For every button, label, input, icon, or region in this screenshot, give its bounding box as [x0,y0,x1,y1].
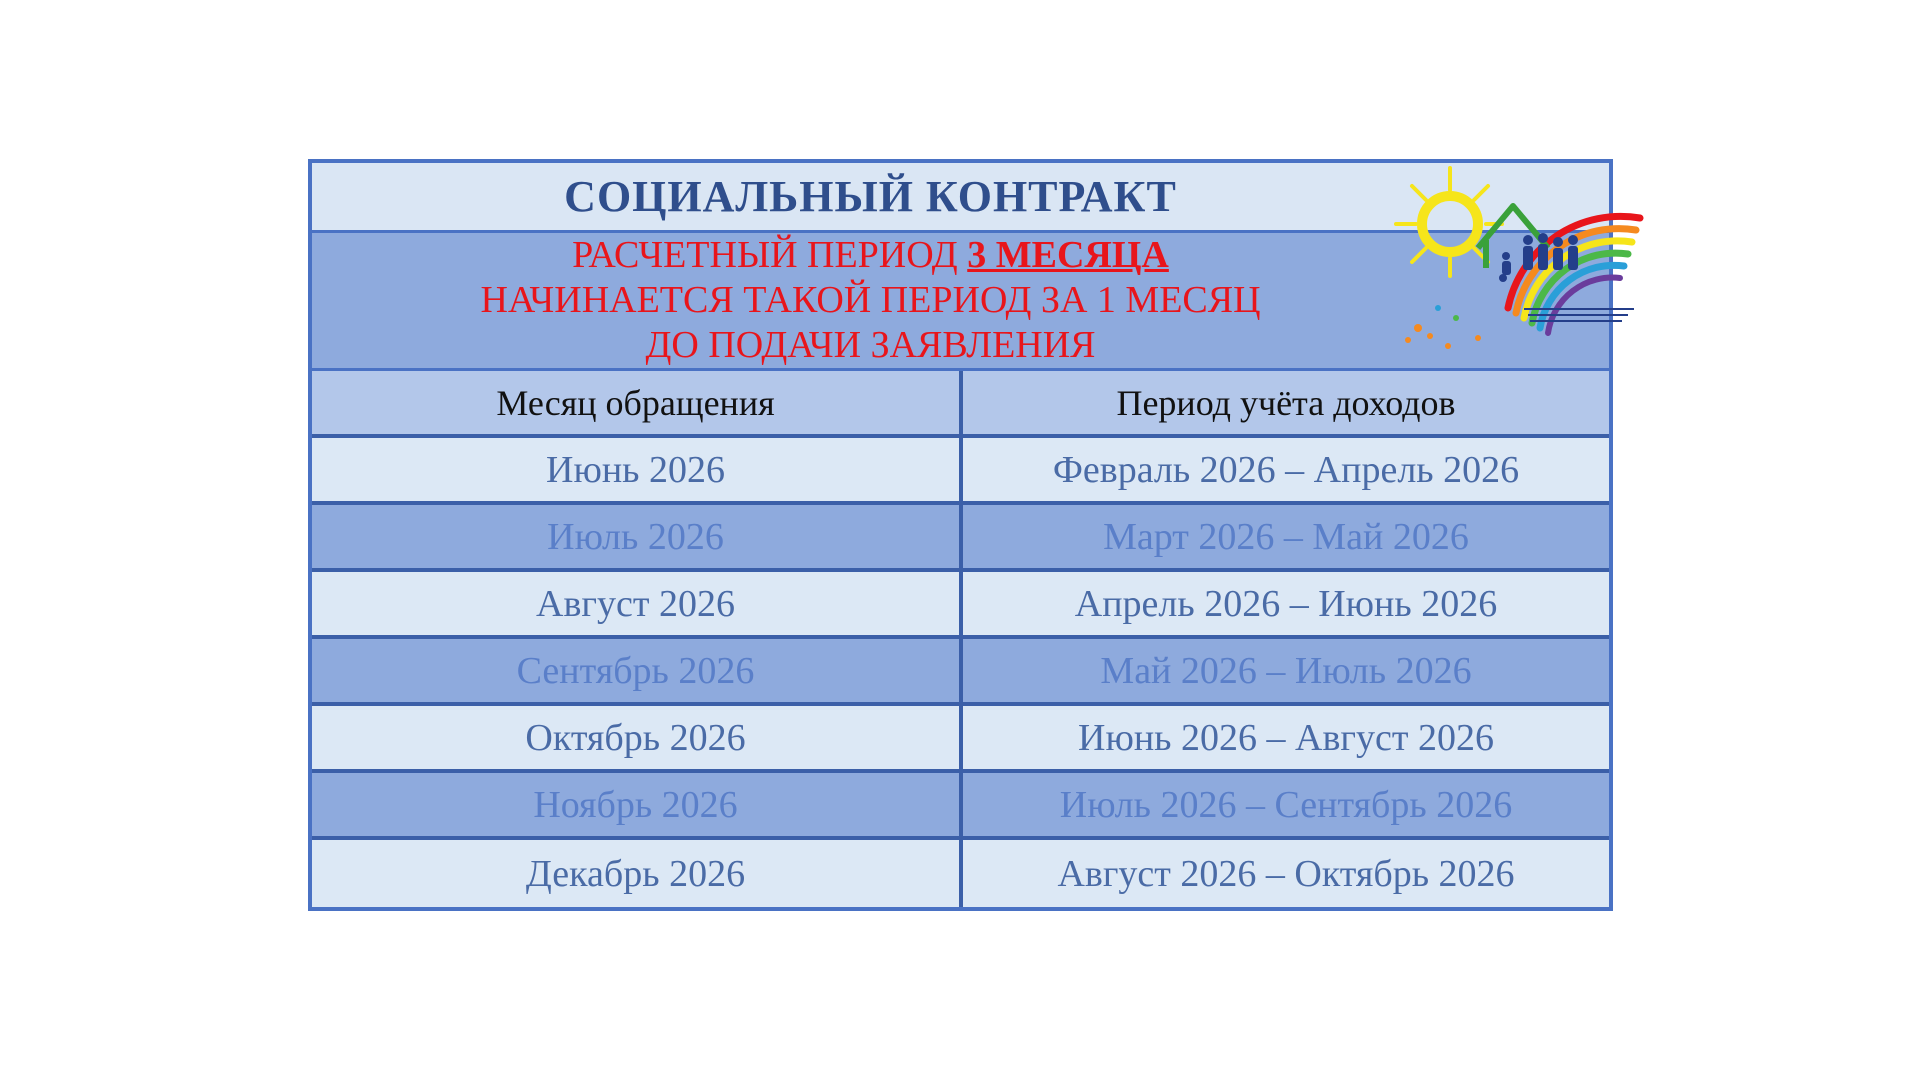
income-period-cell: Июль 2026 – Сентябрь 2026 [1059,783,1513,826]
info-line-1-emphasis: 3 МЕСЯЦА [967,234,1169,276]
income-period-cell: Май 2026 – Июль 2026 [1100,649,1472,692]
table-body [312,438,1609,907]
application-month-cell: Декабрь 2026 [312,840,963,907]
organization-logo [1378,158,1648,363]
table-row [312,572,1609,639]
table-row [312,505,1609,572]
table-row [312,706,1609,773]
application-month-cell: Октябрь 2026 [312,706,963,769]
income-period-cell: Апрель 2026 – Июнь 2026 [1074,582,1498,625]
table-header-row [312,371,1609,438]
info-line-2: НАЧИНАЕТСЯ ТАКОЙ ПЕРИОД ЗА 1 МЕСЯЦ [480,279,1261,321]
income-period-cell: Июнь 2026 – Август 2026 [1078,716,1494,759]
info-line-3: ДО ПОДАЧИ ЗАЯВЛЕНИЯ [645,324,1096,366]
header-income-period: Период учёта доходов [1116,382,1456,423]
table-row [312,773,1609,840]
header-application-month: Месяц обращения [312,371,963,434]
document-title: СОЦИАЛЬНЫЙ КОНТРАКТ [312,163,1609,233]
application-month-cell: Июль 2026 [312,505,963,568]
table-row [312,840,1609,907]
sun-rainbow-family-house-logo-icon [1378,158,1648,363]
table-row [312,639,1609,706]
application-month-cell: Ноябрь 2026 [312,773,963,836]
application-month-cell: Сентябрь 2026 [312,639,963,702]
table-row [312,438,1609,505]
info-line-1-prefix: РАСЧЕТНЫЙ ПЕРИОД [572,234,968,276]
application-month-cell: Август 2026 [312,572,963,635]
income-period-cell: Февраль 2026 – Апрель 2026 [1052,448,1520,491]
income-period-cell: Март 2026 – Май 2026 [1103,515,1469,558]
application-month-cell: Июнь 2026 [312,438,963,501]
income-period-cell: Август 2026 – Октябрь 2026 [1057,852,1515,895]
info-line-1 [572,233,1169,278]
